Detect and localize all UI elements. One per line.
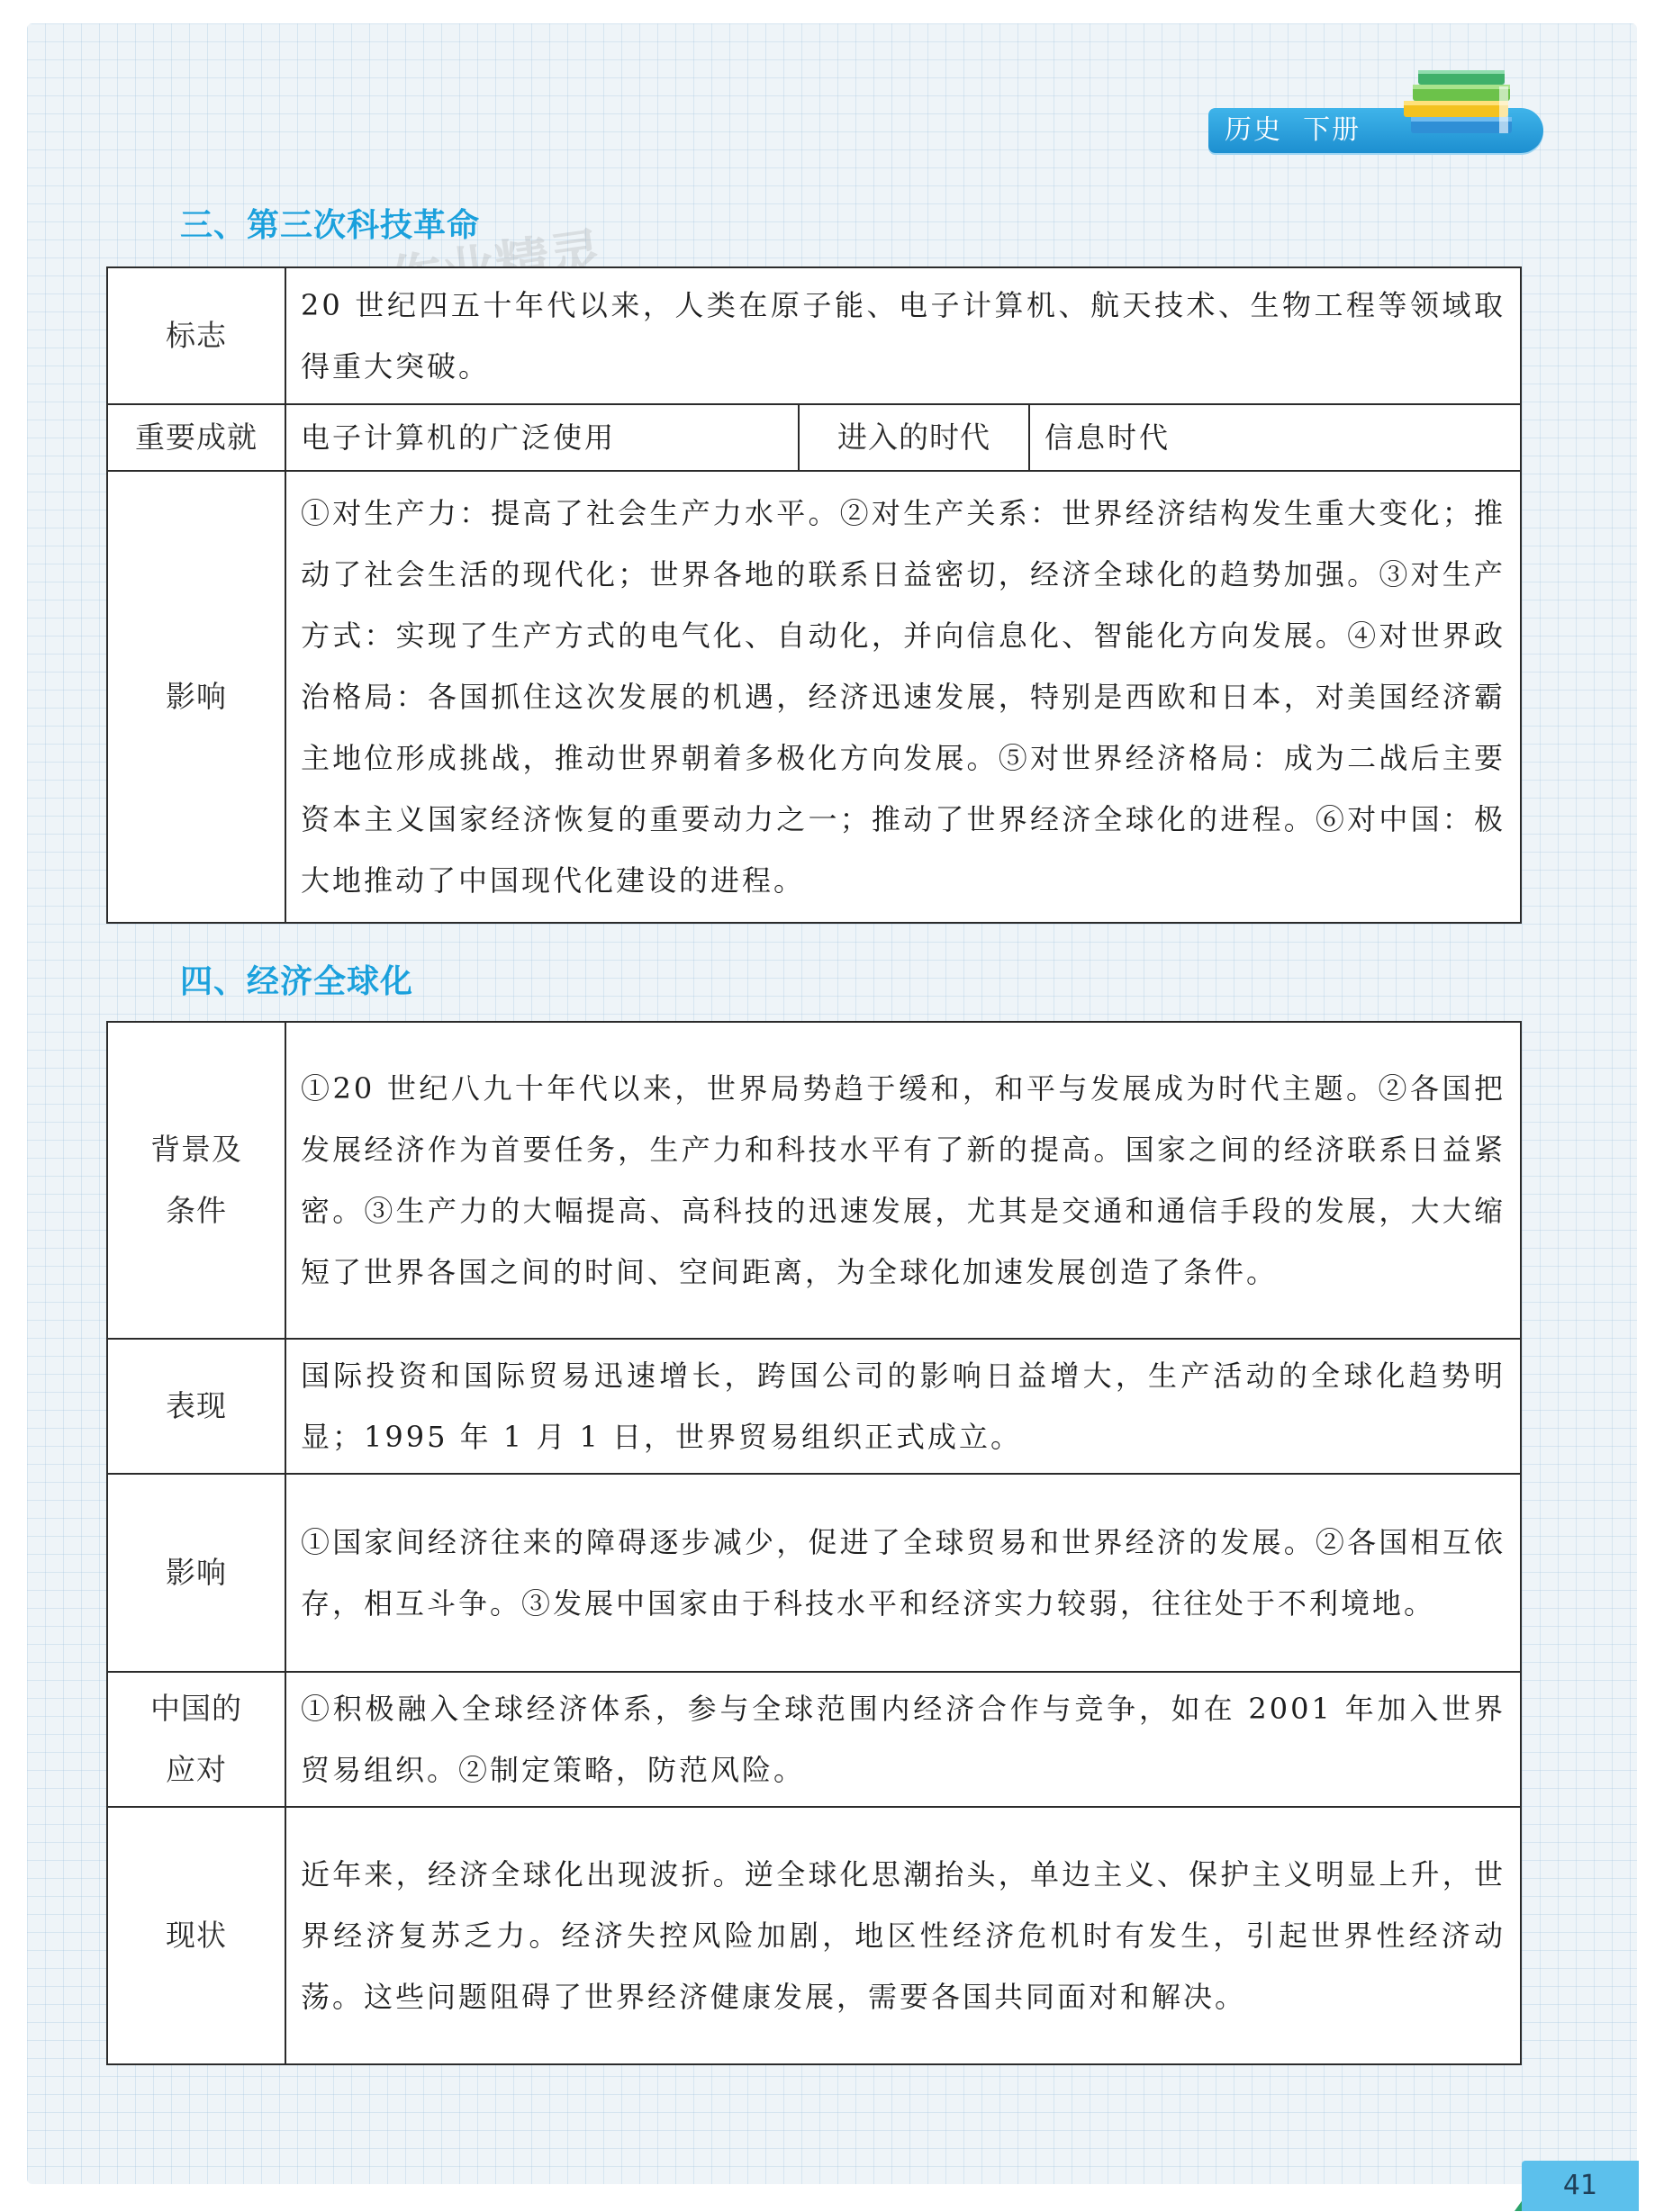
- table-row: [107, 1339, 1521, 1474]
- row-text-manifest: 国际投资和国际贸易迅速增长，跨国公司的影响日益增大，生产活动的全球化趋势明显；1995 年 1 月 1 日，世界贸易组织正式成立。: [285, 1339, 1521, 1474]
- header-badge-text: 历史 下册: [1225, 114, 1361, 146]
- row-label-manifest: 表现: [107, 1339, 285, 1474]
- row-text-achievement: 电子计算机的广泛使用: [285, 404, 799, 471]
- row-text-impact: ①对生产力：提高了社会生产力水平。②对生产关系：世界经济结构发生重大变化；推动了社会生活的现代化；世界各地的联系日益密切，经济全球化的趋势加强。③对生产方式：实现了生产方式的电气化、自动化，并向信息化、智能化方向发展。④对世界政治格局：各国抓住这次发展的机遇，经济迅速发展，特别是西欧和日本，对美国经济霸主地位形成挑战，推动世界朝着多极化方向发展。⑤对世界经济格局：成为二战后主要资本主义国家经济恢复的重要动力之一；推动了世界经济全球化的进程。⑥对中国：极大地推动了中国现代化建设的进程。: [285, 471, 1521, 923]
- row-label-era: 进入的时代: [799, 404, 1029, 471]
- row-text-era: 信息时代: [1029, 404, 1521, 471]
- table-row: [107, 1474, 1521, 1672]
- row-label-china-response: 中国的应对: [107, 1672, 285, 1807]
- tech-revolution-table: [106, 266, 1522, 924]
- row-label-mark: 标志: [107, 267, 285, 404]
- page-number: 41: [1562, 2170, 1598, 2201]
- table-row: [107, 404, 1521, 471]
- row-label-background: 背景及条件: [107, 1022, 285, 1339]
- row-label-status: 现状: [107, 1807, 285, 2064]
- section-title-globalization: 四、经济全球化: [180, 963, 414, 1000]
- row-text-status: 近年来，经济全球化出现波折。逆全球化思潮抬头，单边主义、保护主义明显上升，世界经济复苏乏力。经济失控风险加剧，地区性经济危机时有发生，引起世界性经济动荡。这些问题阻碍了世界经济健康发展，需要各国共同面对和解决。: [285, 1807, 1521, 2064]
- table-row: [107, 471, 1521, 923]
- row-label-impact: 影响: [107, 1474, 285, 1672]
- row-text-mark: 20 世纪四五十年代以来，人类在原子能、电子计算机、航天技术、生物工程等领域取得重大突破。: [285, 267, 1521, 404]
- row-text-background: ①20 世纪八九十年代以来，世界局势趋于缓和，和平与发展成为时代主题。②各国把发展经济作为首要任务，生产力和科技水平有了新的提高。国家之间的经济联系日益紧密。③生产力的大幅提高、高科技的迅速发展，尤其是交通和通信手段的发展，大大缩短了世界各国之间的时间、空间距离，为全球化加速发展创造了条件。: [285, 1022, 1521, 1339]
- row-text-china-response: ①积极融入全球经济体系，参与全球范围内经济合作与竞争，如在 2001 年加入世界贸易组织。②制定策略，防范风险。: [285, 1672, 1521, 1807]
- table-row: [107, 1672, 1521, 1807]
- row-label-achievement: 重要成就: [107, 404, 285, 471]
- books-stack-icon: [1391, 65, 1526, 155]
- table-row: [107, 1807, 1521, 2064]
- row-label-impact: 影响: [107, 471, 285, 923]
- row-text-impact: ①国家间经济往来的障碍逐步减少，促进了全球贸易和世界经济的发展。②各国相互依存，相互斗争。③发展中国家由于科技水平和经济实力较弱，往往处于不利境地。: [285, 1474, 1521, 1672]
- globalization-table: [106, 1021, 1522, 2065]
- table-row: [107, 267, 1521, 404]
- section-title-tech-revolution: 三、第三次科技革命: [180, 207, 481, 244]
- table-row: [107, 1022, 1521, 1339]
